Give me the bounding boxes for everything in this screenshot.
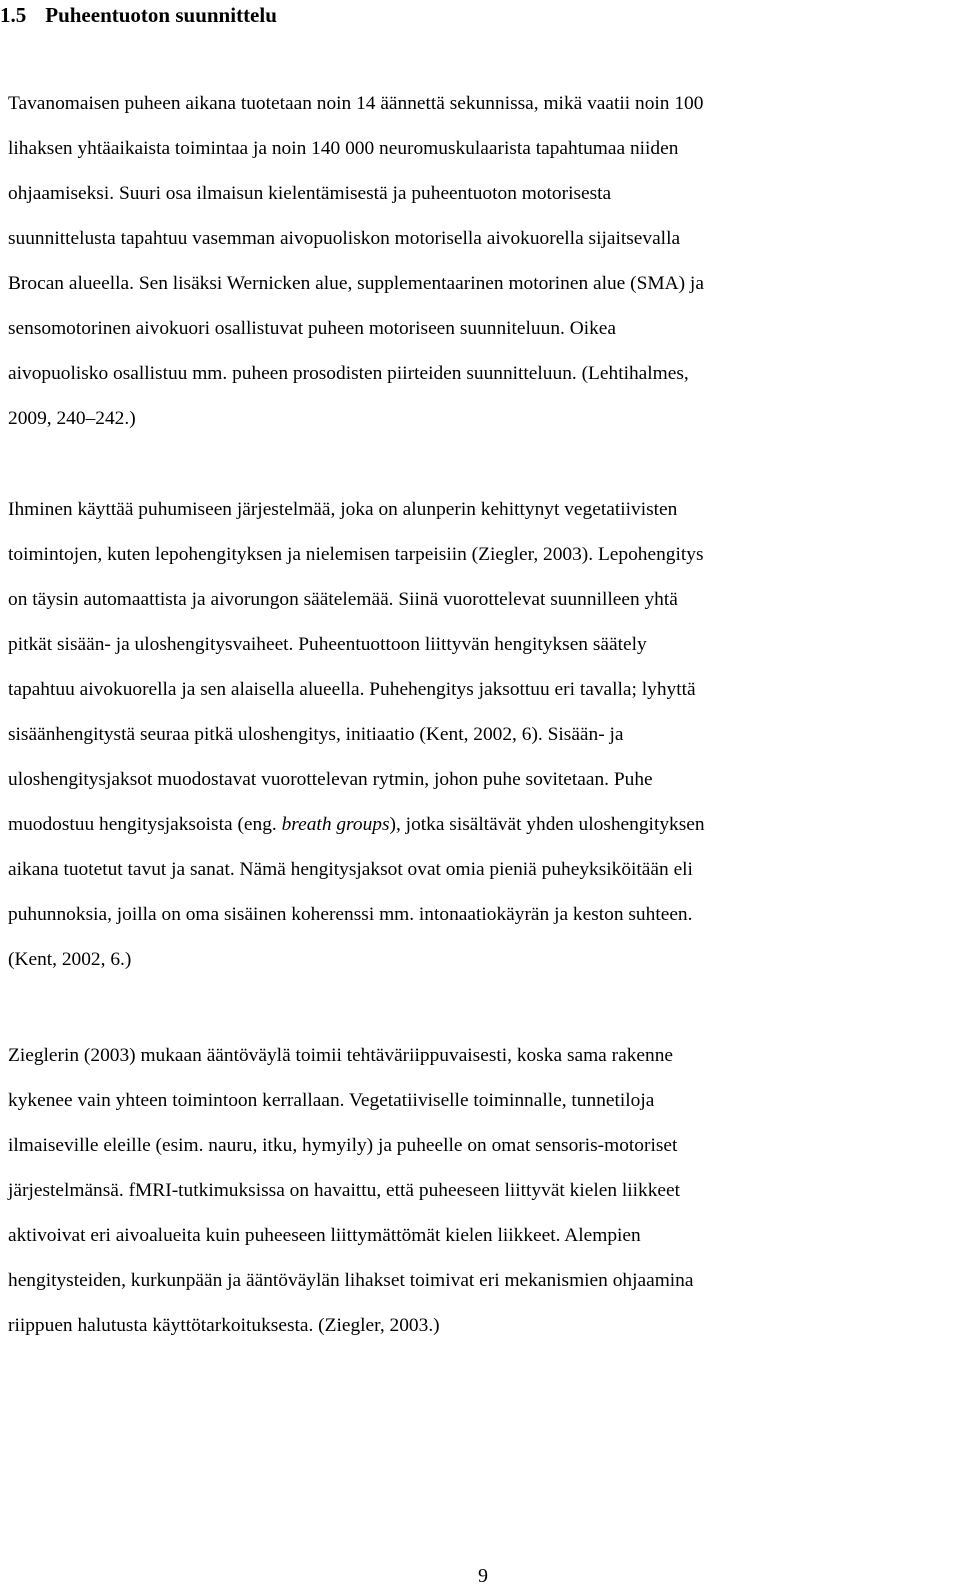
- paragraph-line: aikana tuotetut tavut ja sanat. Nämä hengitysjaksot ovat omia pieniä puheyksiköitään eli: [8, 859, 693, 880]
- paragraph-line: aktivoivat eri aivoalueita kuin puheeseen liittymättömät kielen liikkeet. Alempien: [8, 1225, 641, 1246]
- paragraph-line: Zieglerin (2003) mukaan ääntöväylä toimii tehtäväriippuvaisesti, koska sama rakenne: [8, 1045, 673, 1066]
- section-heading: [0, 0, 277, 34]
- paragraph-line: toimintojen, kuten lepohengityksen ja nielemisen tarpeisiin (Ziegler, 2003). Lepohengitys: [8, 544, 704, 565]
- section-number: 1.5: [0, 3, 27, 27]
- paragraph-2: [8, 487, 956, 982]
- paragraph-line: ohjaamiseksi. Suuri osa ilmaisun kielentämisestä ja puheentuoton motorisesta: [8, 183, 612, 204]
- paragraph-line: riippuen halutusta käyttötarkoituksesta. (Ziegler, 2003.): [8, 1315, 440, 1336]
- paragraph-line: uloshengitysjaksot muodostavat vuorottelevan rytmin, johon puhe sovitetaan. Puhe: [8, 769, 653, 790]
- paragraph-line: sisäänhengitystä seuraa pitkä uloshengitys, initiaatio (Kent, 2002, 6). Sisään- ja: [8, 724, 624, 745]
- page-number-text: 9: [478, 1565, 488, 1587]
- paragraph-line: lihaksen yhtäaikaista toimintaa ja noin 140 000 neuromuskulaarista tapahtumaa niiden: [8, 138, 679, 159]
- paragraph-line: ilmaiseville eleille (esim. nauru, itku, hymyily) ja puheelle on omat sensoris-motoriset: [8, 1135, 678, 1156]
- paragraph-1: [8, 81, 956, 441]
- paragraph-line: on täysin automaattista ja aivorungon säätelemää. Siinä vuorottelevat suunnilleen yhtä: [8, 589, 678, 610]
- paragraph-line: (Kent, 2002, 6.): [8, 949, 132, 970]
- paragraph-line: puhunnoksia, joilla on oma sisäinen koherenssi mm. intonaatiokäyrän ja keston suhteen.: [8, 904, 693, 925]
- paragraph-line: pitkät sisään- ja uloshengitysvaiheet. Puheentuottoon liittyvän hengityksen säätely: [8, 634, 647, 655]
- paragraph-line-with-italic: [8, 802, 956, 847]
- paragraph-line: järjestelmänsä. fMRI-tutkimuksissa on havaittu, että puheeseen liittyvät kielen liikkeet: [8, 1180, 681, 1201]
- paragraph-line: sensomotorinen aivokuori osallistuvat puheen motoriseen suunniteluun. Oikea: [8, 318, 617, 339]
- section-title: Puheentuoton suunnittelu: [45, 3, 277, 27]
- paragraph-line: kykenee vain yhteen toimintoon kerrallaan. Vegetatiiviselle toiminnalle, tunnetiloja: [8, 1090, 655, 1111]
- paragraph-line: Tavanomaisen puheen aikana tuotetaan noin 14 äännettä sekunnissa, mikä vaatii noin 100: [8, 93, 704, 114]
- paragraph-line: 2009, 240–242.): [8, 408, 136, 429]
- paragraph-line: Brocan alueella. Sen lisäksi Wernicken alue, supplementaarinen motorinen alue (SMA) ja: [8, 273, 704, 294]
- paragraph-line: Ihminen käyttää puhumiseen järjestelmää, joka on alunperin kehittynyt vegetatiivisten: [8, 499, 678, 520]
- paragraph-line: aivopuolisko osallistuu mm. puheen prosodisten piirteiden suunnitteluun. (Lehtihalmes,: [8, 363, 689, 384]
- paragraph-line: tapahtuu aivokuorella ja sen alaisella alueella. Puhehengitys jaksottuu eri tavalla; lyhyttä: [8, 679, 696, 700]
- line-text: muodostuu hengitysjaksoista (eng.: [8, 814, 282, 835]
- italic-term: breath groups: [281, 814, 390, 835]
- paragraph-line: hengitysteiden, kurkunpään ja ääntöväylän lihakset toimivat eri mekanismien ohjaamina: [8, 1270, 694, 1291]
- page-number: [0, 1562, 960, 1590]
- paragraph-line: suunnittelusta tapahtuu vasemman aivopuoliskon motorisella aivokuorella sijaitsevalla: [8, 228, 681, 249]
- line-text: ), jotka sisältävät yhden uloshengityksen: [389, 814, 705, 835]
- paragraph-3: [8, 1033, 956, 1348]
